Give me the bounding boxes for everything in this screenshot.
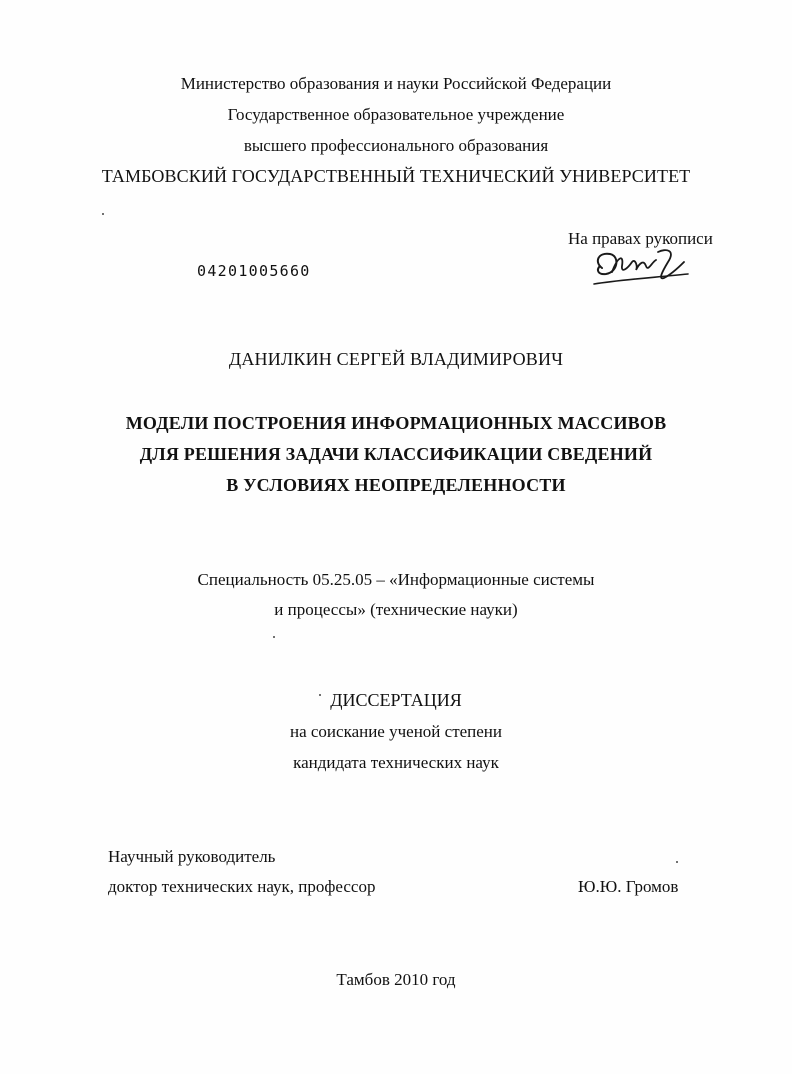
title-line-1: МОДЕЛИ ПОСТРОЕНИЯ ИНФОРМАЦИОННЫХ МАССИВОВ — [125, 413, 667, 433]
specialty-line-2: и процессы» (технические науки) — [274, 600, 518, 619]
specialty-line-1: Специальность 05.25.05 – «Информационные системы — [197, 570, 595, 589]
supervisor-credentials: доктор технических наук, профессор — [108, 877, 376, 896]
dissertation-line-1: на соискание ученой степени — [289, 722, 503, 741]
handwritten-signature-icon — [588, 244, 698, 292]
title-line-3: В УСЛОВИЯХ НЕОПРЕДЕЛЕННОСТИ — [226, 475, 566, 495]
supervisor-label: Научный руководитель — [108, 847, 276, 866]
scan-speck — [676, 861, 678, 863]
supervisor-name: Ю.Ю. Громов — [578, 877, 679, 896]
ministry-line: Министерство образования и науки Российской Федерации — [180, 74, 612, 93]
university-line: ТАМБОВСКИЙ ГОСУДАРСТВЕННЫЙ ТЕХНИЧЕСКИЙ УНИВЕРСИТЕТ — [101, 166, 691, 186]
institution-type-line: Государственное образовательное учреждение — [227, 105, 565, 124]
manuscript-note: На правах рукописи — [568, 229, 713, 248]
scan-speck — [273, 636, 275, 638]
education-level-line: высшего профессионального образования — [243, 136, 549, 155]
scan-speck — [102, 213, 104, 215]
city-year-footer: Тамбов 2010 год — [336, 970, 456, 989]
scan-speck — [319, 694, 321, 696]
dissertation-heading: ДИССЕРТАЦИЯ — [330, 690, 462, 710]
doc-number: 04201005660 — [197, 262, 311, 280]
dissertation-line-2: кандидата технических наук — [293, 753, 499, 772]
author-name: ДАНИЛКИН СЕРГЕЙ ВЛАДИМИРОВИЧ — [228, 349, 564, 369]
title-line-2: ДЛЯ РЕШЕНИЯ ЗАДАЧИ КЛАССИФИКАЦИИ СВЕДЕНИЙ — [139, 444, 653, 464]
